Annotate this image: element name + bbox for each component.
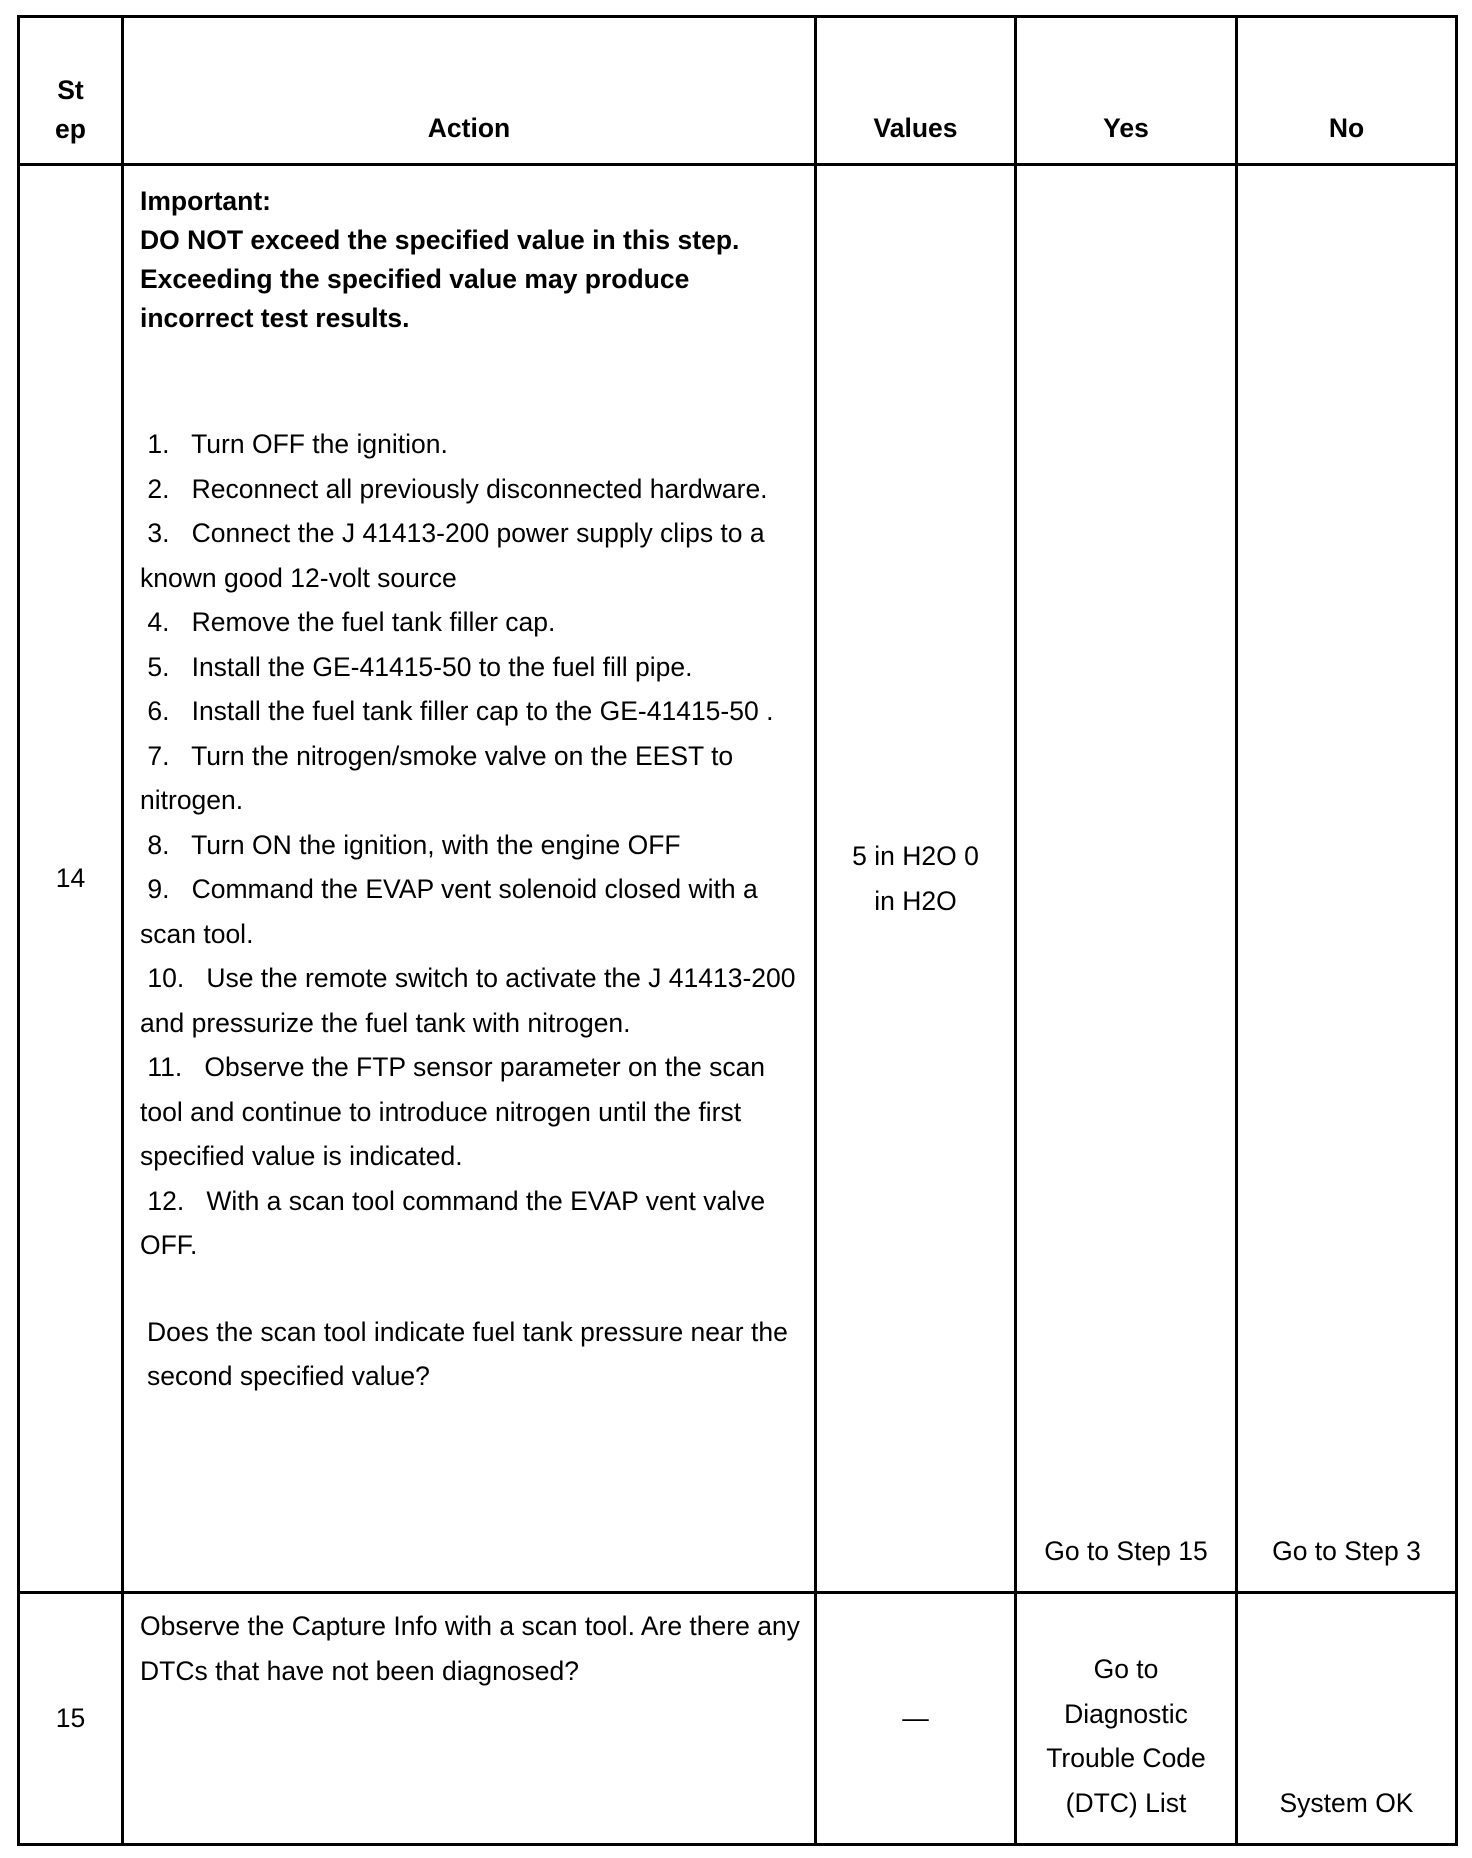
- values-cell: 5 in H2O 0 in H2O: [816, 165, 1016, 1593]
- step-num: 5.: [147, 651, 170, 682]
- list-item: [140, 867, 800, 956]
- step-number-cell: 14: [19, 165, 123, 1593]
- list-item: [140, 689, 800, 734]
- table-row: [19, 165, 1457, 1593]
- table-row: [19, 1593, 1457, 1845]
- procedure-steps: [140, 422, 800, 1268]
- list-item: [140, 734, 800, 823]
- header-step: [19, 17, 123, 165]
- action-cell: [123, 165, 816, 1593]
- step-text: With a scan tool command the EVAP vent valve OFF.: [140, 1185, 766, 1260]
- list-item: [140, 511, 800, 600]
- diagnostic-table: [17, 15, 1458, 1846]
- list-item: [140, 956, 800, 1045]
- step-text: Use the remote switch to activate the J 41413-200 and pressurize the fuel tank with nitrogen.: [140, 963, 796, 1038]
- step-num: 7.: [147, 740, 170, 771]
- step-text: Turn OFF the ignition.: [191, 429, 448, 459]
- important-label: Important:: [140, 186, 272, 216]
- no-cell: Go to Step 3: [1237, 165, 1457, 1593]
- step-text: Install the fuel tank filler cap to the GE-41415-50 .: [191, 696, 774, 726]
- yes-cell: Go to Step 15: [1016, 165, 1237, 1593]
- action-cell: [123, 1593, 816, 1845]
- step-text: Remove the fuel tank filler cap.: [191, 607, 556, 637]
- step-text: Turn ON the ignition, with the engine OFF: [191, 829, 681, 860]
- list-item: [140, 467, 800, 512]
- list-item: [140, 422, 800, 467]
- list-item: [140, 1179, 800, 1268]
- step-num: 12.: [147, 1185, 185, 1216]
- important-text: DO NOT exceed the specified value in this step. Exceeding the specified value may produce incorrect test results.: [140, 225, 740, 333]
- header-step-line2: ep: [55, 114, 86, 144]
- table-header-row: [19, 17, 1457, 165]
- step-num: 6.: [147, 696, 170, 726]
- step-text: Command the EVAP vent solenoid closed with a scan tool.: [140, 874, 758, 949]
- step-num: 9.: [147, 874, 170, 904]
- step-question: Observe the Capture Info with a scan tool. Are there any DTCs that have not been diagnosed?: [140, 1611, 800, 1686]
- list-item: [140, 823, 800, 868]
- step-text: Reconnect all previously disconnected hardware.: [191, 473, 768, 504]
- step-num: 4.: [147, 607, 170, 637]
- yes-cell: Go to Diagnostic Trouble Code (DTC) List: [1016, 1593, 1237, 1845]
- step-num: 1.: [147, 429, 170, 459]
- step-question: Does the scan tool indicate fuel tank pressure near the second specified value?: [147, 1316, 788, 1391]
- step-number-cell: 15: [19, 1593, 123, 1845]
- values-cell: —: [816, 1593, 1016, 1845]
- list-item: [140, 645, 800, 690]
- step-num: 3.: [147, 518, 170, 548]
- step-text: Observe the FTP sensor parameter on the scan tool and continue to introduce nitrogen until the first specified value is indicated.: [140, 1052, 766, 1171]
- step-text: Install the GE-41415-50 to the fuel fill pipe.: [191, 651, 693, 682]
- header-action: Action: [123, 17, 816, 165]
- step-num: 10.: [147, 963, 185, 993]
- step-text: Turn the nitrogen/smoke valve on the EEST to nitrogen.: [140, 740, 734, 815]
- no-cell: System OK: [1237, 1593, 1457, 1845]
- header-no: No: [1237, 17, 1457, 165]
- step-num: 11.: [147, 1052, 183, 1082]
- list-item: [140, 600, 800, 645]
- step-text: Connect the J 41413-200 power supply clips to a known good 12-volt source: [140, 518, 765, 593]
- list-item: [140, 1045, 800, 1179]
- header-values: Values: [816, 17, 1016, 165]
- header-yes: Yes: [1016, 17, 1237, 165]
- step-num: 2.: [147, 473, 170, 504]
- step-num: 8.: [147, 829, 170, 860]
- header-step-line1: St: [57, 75, 84, 105]
